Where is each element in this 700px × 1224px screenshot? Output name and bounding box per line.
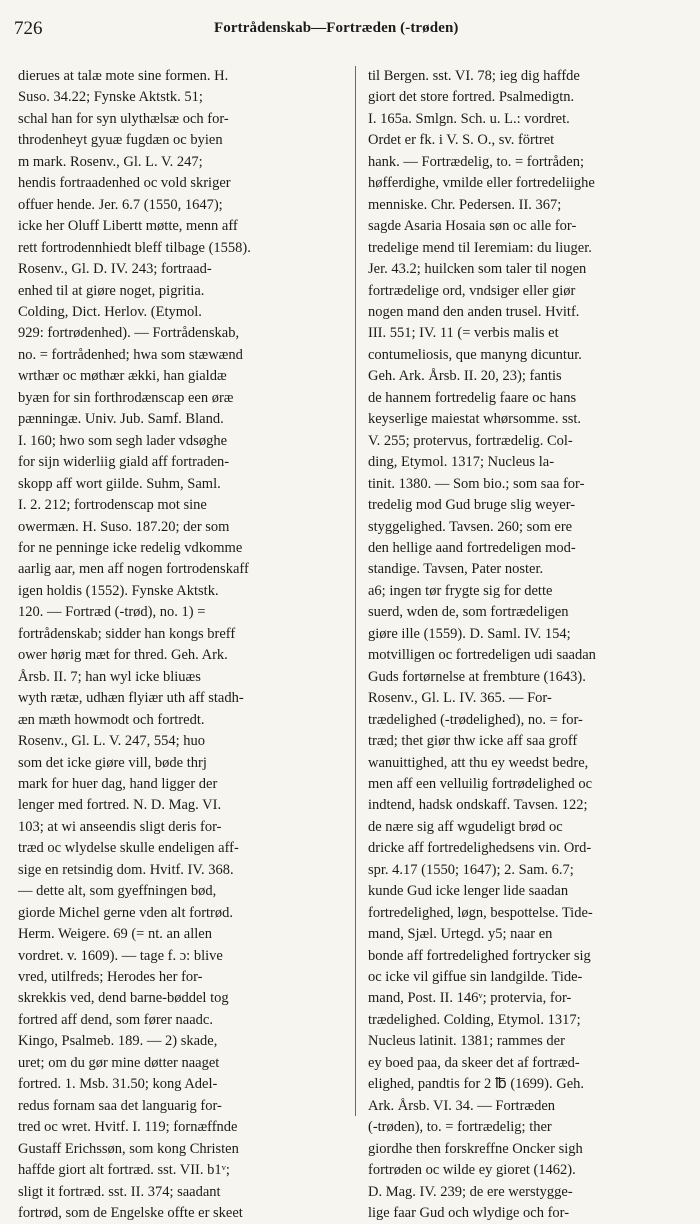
text-line: trædelighed. Colding, Etymol. 1317;	[368, 1011, 581, 1028]
text-line: (-trøden), to. = fortrædelig; ther	[368, 1119, 552, 1136]
text-line: Rosenv., Gl. D. IV. 243; fortraad-	[18, 261, 212, 278]
right-column	[368, 66, 691, 1224]
text-line: hank. — Fortrædelig, to. = fortråden;	[368, 153, 584, 170]
text-line: keyserlige maiestat whørsomme. sst.	[368, 411, 582, 428]
text-line: den hellige aand fortredeligen mod-	[368, 539, 576, 556]
column-divider	[355, 66, 356, 1116]
text-line: redus fornam saa det languarig for-	[18, 1097, 222, 1114]
text-line: menniske. Chr. Pedersen. II. 367;	[368, 196, 562, 213]
text-line: rett fortrodennhiedt bleff tilbage (1558).	[18, 239, 251, 256]
text-line: suerd, wden de, som fortrædeligen	[368, 604, 569, 621]
text-line: sige en retsindig dom. Hvitf. IV. 368.	[18, 861, 234, 878]
text-line: Jer. 43.2; huilcken som taler til nogen	[368, 261, 587, 278]
text-line: som det icke giøre vill, bøde thrj	[18, 754, 207, 771]
text-line: a6; ingen tør frygte sig for dette	[368, 582, 553, 599]
text-line: hendis fortraadenhed oc vold skriger	[18, 175, 231, 192]
text-line: nogen mand den anden trusel. Hvitf.	[368, 303, 580, 320]
text-line: uret; om du gør mine døtter naaget	[18, 1054, 220, 1071]
text-line: de hannem fortredelig faare oc hans	[368, 389, 577, 406]
text-line: skrekkis ved, dend barne-bøddel tog	[18, 990, 229, 1007]
text-line: lige faar Gud och wlydige och for-	[368, 1205, 570, 1222]
text-line: elighed, pandtis for 2 ℔ (1699). Geh.	[368, 1076, 585, 1093]
text-line: giordhe then forskreffne Oncker sigh	[368, 1140, 583, 1157]
text-line: fortredelighed, løgn, bespottelse. Tide-	[368, 904, 593, 921]
text-line: haffde giort alt fortræd. sst. VII. b1ᵛ;	[18, 1162, 230, 1179]
text-line: giøre ille (1559). D. Saml. IV. 154;	[368, 625, 571, 642]
text-line: 120. — Fortræd (-trød), no. 1) =	[18, 604, 206, 621]
text-line: fortrædelige ord, vndsiger eller giør	[368, 282, 576, 299]
text-line: fortrøden oc wilde ey gioret (1462).	[368, 1162, 576, 1179]
text-line: ower hørig mæt for thred. Geh. Ark.	[18, 647, 228, 664]
text-line: D. Mag. IV. 239; de ere werstygge-	[368, 1183, 573, 1200]
text-line: Nucleus latinit. 1381; rammes der	[368, 1033, 565, 1050]
text-line: Herm. Weigere. 69 (= nt. an allen	[18, 926, 212, 943]
text-line: standige. Tavsen, Pater noster.	[368, 561, 544, 578]
text-line: æn mæth howmodt och fortredt.	[18, 711, 205, 728]
text-line: giorde Michel gerne vden alt fortrød.	[18, 904, 234, 921]
text-line: mand, Sjæl. Urtegd. y5; naar en	[368, 926, 553, 943]
text-line: I. 160; hwo som segh lader vdsøghe	[18, 432, 228, 449]
text-line: for ne penninge icke redelig vdkomme	[18, 539, 243, 556]
text-line: de nære sig aff wgudeligt brød oc	[368, 818, 563, 835]
text-line: for sijn widerliig giald aff fortraden-	[18, 454, 230, 471]
text-line: Ordet er fk. i V. S. O., sv. förtret	[368, 132, 555, 149]
text-line: træd; thet giør thw icke aff saa groff	[368, 733, 578, 750]
text-line: tredelige mend til Ieremiam: du liuger.	[368, 239, 592, 256]
text-line: contumeliosis, que manyng dicuntur.	[368, 346, 582, 363]
text-line: V. 255; protervus, fortrædelig. Col-	[368, 432, 573, 449]
text-line: 929: fortrødenhed). — Fortrådenskab,	[18, 325, 240, 342]
text-line: III. 551; IV. 11 (= verbis malis et	[368, 325, 559, 342]
text-line: kunde Gud icke lenger lide saadan	[368, 883, 569, 900]
left-column	[18, 66, 344, 1224]
text-line: aarlig aar, men aff nogen fortrodenskaff	[18, 561, 249, 578]
text-line: I. 165a. Smlgn. Sch. u. L.: vordret.	[368, 110, 570, 127]
text-line: spr. 4.17 (1550; 1647); 2. Sam. 6.7;	[368, 861, 574, 878]
text-line: Gustaff Erichssøn, som kong Christen	[18, 1140, 239, 1157]
text-line: Ark. Årsb. VI. 34. — Fortræden	[368, 1097, 556, 1114]
text-line: fortred aff dend, som fører naadc.	[18, 1011, 213, 1028]
page-header	[14, 18, 686, 40]
text-line: m mark. Rosenv., Gl. L. V. 247;	[18, 153, 203, 170]
text-line: I. 2. 212; fortrodenscap mot sine	[18, 497, 207, 514]
text-line: Colding, Dict. Herlov. (Etymol.	[18, 303, 202, 320]
text-line: throdenheyt gyuæ fugdæn oc byien	[18, 132, 223, 149]
running-head: Fortrådenskab—Fortræden (-trøden)	[214, 20, 459, 36]
text-line: styggelighed. Tavsen. 260; som ere	[368, 518, 573, 535]
text-line: trædelighed (-trødelighed), no. = for-	[368, 711, 583, 728]
text-line: wanuittighed, att thu ey weedst bedre,	[368, 754, 589, 771]
text-line: vred, utilfreds; Herodes her for-	[18, 969, 203, 986]
text-line: sagde Asaria Hosaia søn oc alle for-	[368, 218, 577, 235]
text-line: wyth rætæ, udhæn flyiær uth aff stadh-	[18, 690, 244, 707]
text-line: fortrød, som de Engelske offte er skeet	[18, 1205, 243, 1222]
text-line: dierues at talæ mote sine formen. H.	[18, 68, 229, 84]
text-line: lenger med fortred. N. D. Mag. VI.	[18, 797, 222, 814]
text-line: enhed til at giøre noget, pigritia.	[18, 282, 205, 299]
text-line: Rosenv., Gl. L. IV. 365. — For-	[368, 690, 552, 707]
text-line: Geh. Ark. Årsb. II. 20, 23); fantis	[368, 368, 562, 385]
text-line: skopp aff wort giilde. Suhm, Saml.	[18, 475, 221, 492]
text-line: til Bergen. sst. VI. 78; ieg dig haffde	[368, 68, 580, 84]
text-line: ding, Etymol. 1317; Nucleus la-	[368, 454, 555, 471]
text-line: igen holdis (1552). Fynske Aktstk.	[18, 582, 219, 599]
text-line: byæn for sin forthrodænscap een øræ	[18, 389, 234, 406]
text-line: vordret. v. 1609). — tage f. ɔ: blive	[18, 947, 223, 964]
page-number: 726	[14, 18, 43, 39]
text-line: Kingo, Psalmeb. 189. — 2) skade,	[18, 1033, 218, 1050]
text-line: men aff een velluilig fortrødelighed oc	[368, 775, 592, 792]
text-line: ey boed paa, da skeer det af fortræd-	[368, 1054, 580, 1071]
text-line: icke her Oluff Libertt møtte, menn aff	[18, 218, 238, 235]
text-line: — dette alt, som gyeffningen bød,	[18, 883, 217, 900]
text-line: tinit. 1380. — Som bio.; som saa for-	[368, 475, 585, 492]
text-line: pænningæ. Univ. Jub. Samf. Bland.	[18, 411, 224, 428]
text-line: Rosenv., Gl. L. V. 247, 554; huo	[18, 733, 206, 750]
text-line: wrthær oc møthær ækki, han gialdæ	[18, 368, 227, 385]
text-line: schal han for syn ulythælsæ och for-	[18, 110, 229, 127]
text-line: offuer hende. Jer. 6.7 (1550, 1647);	[18, 196, 223, 213]
text-line: no. = fortrådenhed; hwa som stæwænd	[18, 346, 243, 363]
text-line: træd oc wlydelse skulle endeligen aff-	[18, 840, 239, 857]
text-line: tred oc wret. Hvitf. I. 119; fornæffnde	[18, 1119, 238, 1136]
text-line: høfferdighe, vmilde eller fortredeliighe	[368, 175, 595, 192]
text-line: mark for huer dag, hand ligger der	[18, 775, 218, 792]
text-line: owermæn. H. Suso. 187.20; der som	[18, 518, 230, 535]
text-line: motvilligen oc fortredeligen udi saadan	[368, 647, 596, 664]
text-line: mand, Post. II. 146ᵛ; protervia, for-	[368, 990, 572, 1007]
text-line: fortrådenskab; sidder han kongs breff	[18, 625, 236, 642]
text-line: Årsb. II. 7; han wyl icke bliuæs	[18, 668, 201, 685]
text-line: bonde aff fortredelighed fortrycker sig	[368, 947, 591, 964]
text-line: sligt it fortræd. sst. II. 374; saadant	[18, 1183, 221, 1200]
text-line: giort det store fortred. Psalmedigtn.	[368, 89, 575, 106]
text-line: oc icke vil giffue sin landgilde. Tide-	[368, 969, 583, 986]
text-line: dricke aff fortredelighedsens vin. Ord-	[368, 840, 592, 857]
text-line: fortred. 1. Msb. 31.50; kong Adel-	[18, 1076, 218, 1093]
text-line: Guds fortørnelse at frembture (1643).	[368, 668, 586, 685]
text-line: Suso. 34.22; Fynske Aktstk. 51;	[18, 89, 203, 106]
text-line: tredelig mod Gud bruge slig weyer-	[368, 497, 576, 514]
text-line: indtend, hadsk ondskaff. Tavsen. 122;	[368, 797, 588, 814]
text-line: 103; at wi anseendis sligt deris for-	[18, 818, 222, 835]
